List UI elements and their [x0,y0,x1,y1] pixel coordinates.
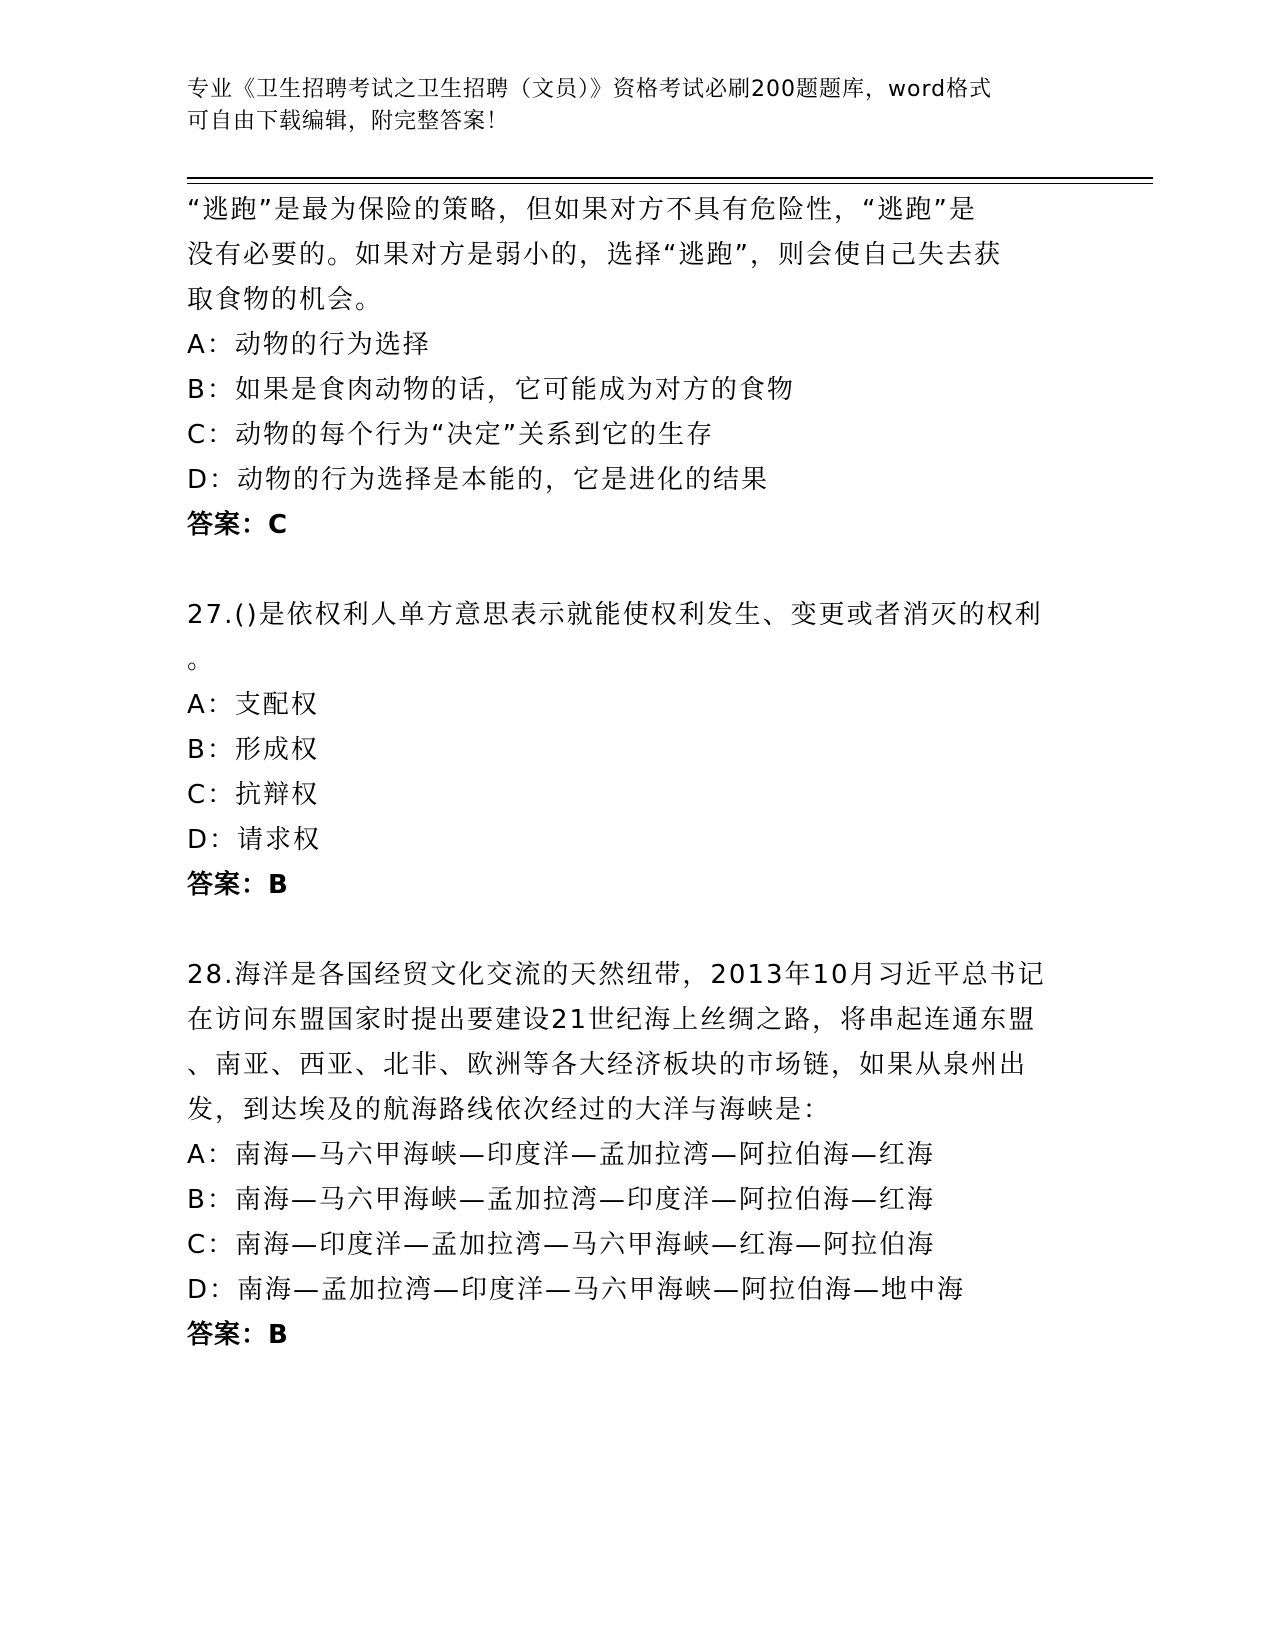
header-line-1: 专业《卫生招聘考试之卫生招聘（文员）》资格考试必刷200题题库，word格式 [187,77,993,102]
question-text-line: 27.()是依权利人单方意思表示就能使权利发生、变更或者消灭的权利 [187,600,1043,630]
option-a: A：支配权 [187,690,319,720]
answer-label: 答案：B [187,1320,289,1350]
option-c: C：抗辩权 [187,780,320,810]
question-content [187,188,1077,1358]
question-text-line: 在访问东盟国家时提出要建设21世纪海上丝绸之路，将串起连通东盟 [187,1005,1037,1035]
option-d: D：动物的行为选择是本能的，它是进化的结果 [187,465,770,495]
question-spacer [187,548,1077,593]
question-28 [187,953,1077,1358]
question-26-continuation [187,188,1077,548]
header-line-2: 可自由下载编辑，附完整答案！ [187,109,510,134]
question-text-line: 没有必要的。如果对方是弱小的，选择“逃跑”，则会使自己失去获 [187,240,1002,270]
option-d: D：南海—孟加拉湾—印度洋—马六甲海峡—阿拉伯海—地中海 [187,1275,966,1305]
question-27 [187,593,1077,908]
question-text-line: 发，到达埃及的航海路线依次经过的大洋与海峡是： [187,1095,832,1125]
option-b: B：南海—马六甲海峡—孟加拉湾—印度洋—阿拉伯海—红海 [187,1185,935,1215]
question-text-line: 取食物的机会。 [187,285,384,315]
option-a: A：动物的行为选择 [187,330,431,360]
answer-label: 答案：B [187,870,289,900]
option-d: D：请求权 [187,825,322,855]
option-a: A：南海—马六甲海峡—印度洋—孟加拉湾—阿拉伯海—红海 [187,1140,935,1170]
question-text-line: 28.海洋是各国经贸文化交流的天然纽带，2013年10月习近平总书记 [187,960,1046,990]
option-b: B：如果是食肉动物的话，它可能成为对方的食物 [187,375,795,405]
page-header [187,74,1067,138]
answer-label: 答案：C [187,510,289,540]
header-divider [187,177,1153,184]
option-c: C：动物的每个行为“决定”关系到它的生存 [187,420,715,450]
option-b: B：形成权 [187,735,319,765]
question-text-line: “逃跑”是最为保险的策略，但如果对方不具有危险性，“逃跑”是 [187,195,977,225]
option-c: C：南海—印度洋—孟加拉湾—马六甲海峡—红海—阿拉伯海 [187,1230,936,1260]
question-text-line: 。 [187,645,216,675]
question-spacer [187,908,1077,953]
question-text-line: 、南亚、西亚、北非、欧洲等各大经济板块的市场链，如果从泉州出 [187,1050,1028,1080]
